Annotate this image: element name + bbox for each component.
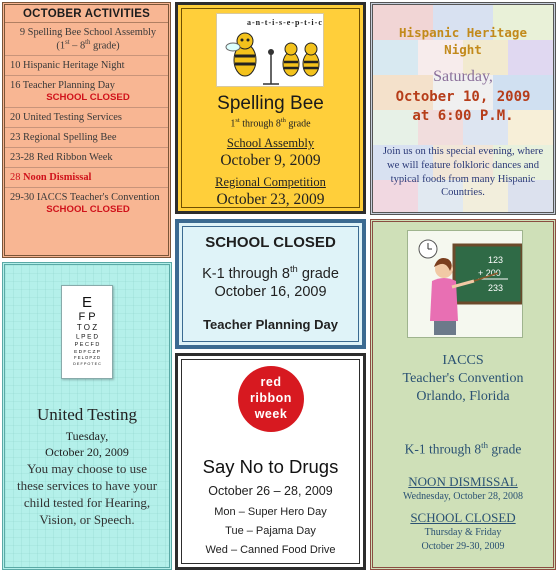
united-testing-panel <box>2 262 172 570</box>
spelling-bee-grades: 1st through 8th grade <box>230 117 311 130</box>
activity-hispanic-heritage: 10 Hispanic Heritage Night <box>5 56 168 76</box>
hispanic-date-block <box>373 88 553 126</box>
iaccs-panel <box>370 219 556 570</box>
hispanic-heritage-panel <box>370 2 556 215</box>
board-line: 233 <box>488 283 504 293</box>
red-ribbon-date: October 26 – 28, 2009 <box>208 484 333 498</box>
logo-line: ribbon <box>250 391 292 405</box>
hispanic-content <box>373 5 553 212</box>
hispanic-date: October 10, 2009 <box>395 89 531 105</box>
activity-text: Noon Dismissal <box>23 172 92 184</box>
activity-closed-note: SCHOOL CLOSED <box>46 204 130 216</box>
hispanic-time: at 6:00 P.M. <box>412 107 514 124</box>
activity-day: 28 <box>10 172 21 184</box>
logo-line: week <box>254 407 288 421</box>
spelling-bee-panel <box>175 2 366 214</box>
hispanic-title-line1: Hispanic Heritage <box>399 25 527 40</box>
united-testing-date: October 20, 2009 <box>45 445 129 459</box>
iaccs-closed-heading: SCHOOL CLOSED <box>410 510 516 525</box>
activity-spelling-bee-assembly <box>5 23 168 56</box>
spelling-bee-illustration <box>216 13 324 87</box>
red-ribbon-item: Wed – Canned Food Drive <box>205 544 336 556</box>
board-line: + 200 <box>478 268 501 278</box>
school-closed-footer: Teacher Planning Day <box>203 317 338 332</box>
red-ribbon-panel <box>175 353 366 570</box>
red-ribbon-item: Mon – Super Hero Day <box>214 506 327 518</box>
united-testing-description: You may choose to use these services to have your child tested for Hearing, Vision, or Speech. <box>16 461 158 527</box>
iaccs-event: Teacher's Convention <box>402 371 524 386</box>
school-closed-title: SCHOOL CLOSED <box>205 234 336 251</box>
activity-iaccs-convention <box>5 188 168 219</box>
assembly-date: October 9, 2009 <box>220 152 321 169</box>
hispanic-description: Join us on this special evening, where we will feature folkloric dances and typical foods from many Hispanic Countries. <box>382 146 544 199</box>
activity-teacher-planning <box>5 76 168 108</box>
assembly-heading: School Assembly <box>226 136 315 150</box>
hispanic-title-line2: Night <box>444 41 482 57</box>
eye-chart-line: F P <box>78 311 96 323</box>
activity-noon-dismissal <box>5 168 168 188</box>
activity-text: 9 Spelling Bee School Assembly <box>19 27 157 38</box>
activity-subtext: (1st – 8th grade) <box>56 39 120 52</box>
eye-chart-line: D E F P O T E C <box>73 361 101 366</box>
regional-heading: Regional Competition <box>215 175 326 189</box>
activity-united-testing: 20 United Testing Services <box>5 108 168 128</box>
logo-line: red <box>260 375 282 389</box>
iaccs-closed-dates: October 29-30, 2009 <box>421 541 505 552</box>
spelling-bee-title: Spelling Bee <box>217 93 324 114</box>
iaccs-grades: K-1 through 8th grade <box>404 440 522 457</box>
activity-red-ribbon-week: 23-28 Red Ribbon Week <box>5 148 168 168</box>
eye-chart-graphic <box>62 286 112 378</box>
eye-chart-line: T O Z <box>76 323 98 332</box>
activity-text: 16 Teacher Planning Day <box>10 80 115 92</box>
iaccs-location: Orlando, Florida <box>416 389 510 404</box>
red-ribbon-title: Say No to Drugs <box>202 456 339 477</box>
iaccs-noon-date: Wednesday, October 28, 2008 <box>403 491 523 502</box>
red-ribbon-item: Tue – Pajama Day <box>225 525 316 537</box>
eye-chart-line: E <box>81 294 93 311</box>
united-testing-day: Tuesday, <box>65 429 109 443</box>
activity-regional-spelling-bee: 23 Regional Spelling Bee <box>5 128 168 148</box>
school-closed-grades: K-1 through 8th grade <box>202 263 339 282</box>
eye-chart-line: L P E D <box>75 333 99 341</box>
regional-date: October 23, 2009 <box>216 191 325 208</box>
activity-closed-note: SCHOOL CLOSED <box>46 92 130 104</box>
iaccs-closed-days: Thursday & Friday <box>424 527 502 538</box>
activity-text: 29-30 IACCS Teacher's Convention <box>10 192 160 204</box>
iaccs-name: IACCS <box>442 353 484 368</box>
red-ribbon-logo <box>238 366 304 432</box>
teacher-illustration <box>407 230 523 338</box>
eye-chart-line: E D F C Z P <box>74 349 100 355</box>
iaccs-noon-heading: NOON DISMISSAL <box>408 474 518 489</box>
hispanic-day: Saturday, <box>433 68 493 85</box>
word-card: a-n-t-i-s-e-p-t-i-c <box>247 18 323 27</box>
hispanic-title <box>373 25 553 59</box>
board-line: 123 <box>488 255 504 265</box>
activities-title: OCTOBER ACTIVITIES <box>5 5 168 23</box>
october-activities-panel <box>2 2 171 258</box>
eye-chart-line: P E C F D <box>74 342 100 348</box>
school-closed-panel <box>175 219 366 349</box>
united-testing-title: United Testing <box>36 405 138 424</box>
eye-chart-icon <box>61 285 113 379</box>
school-closed-date: October 16, 2009 <box>214 284 327 300</box>
eye-chart-line: F E L O P Z D <box>73 355 101 360</box>
teacher-chalkboard-icon <box>408 231 523 338</box>
